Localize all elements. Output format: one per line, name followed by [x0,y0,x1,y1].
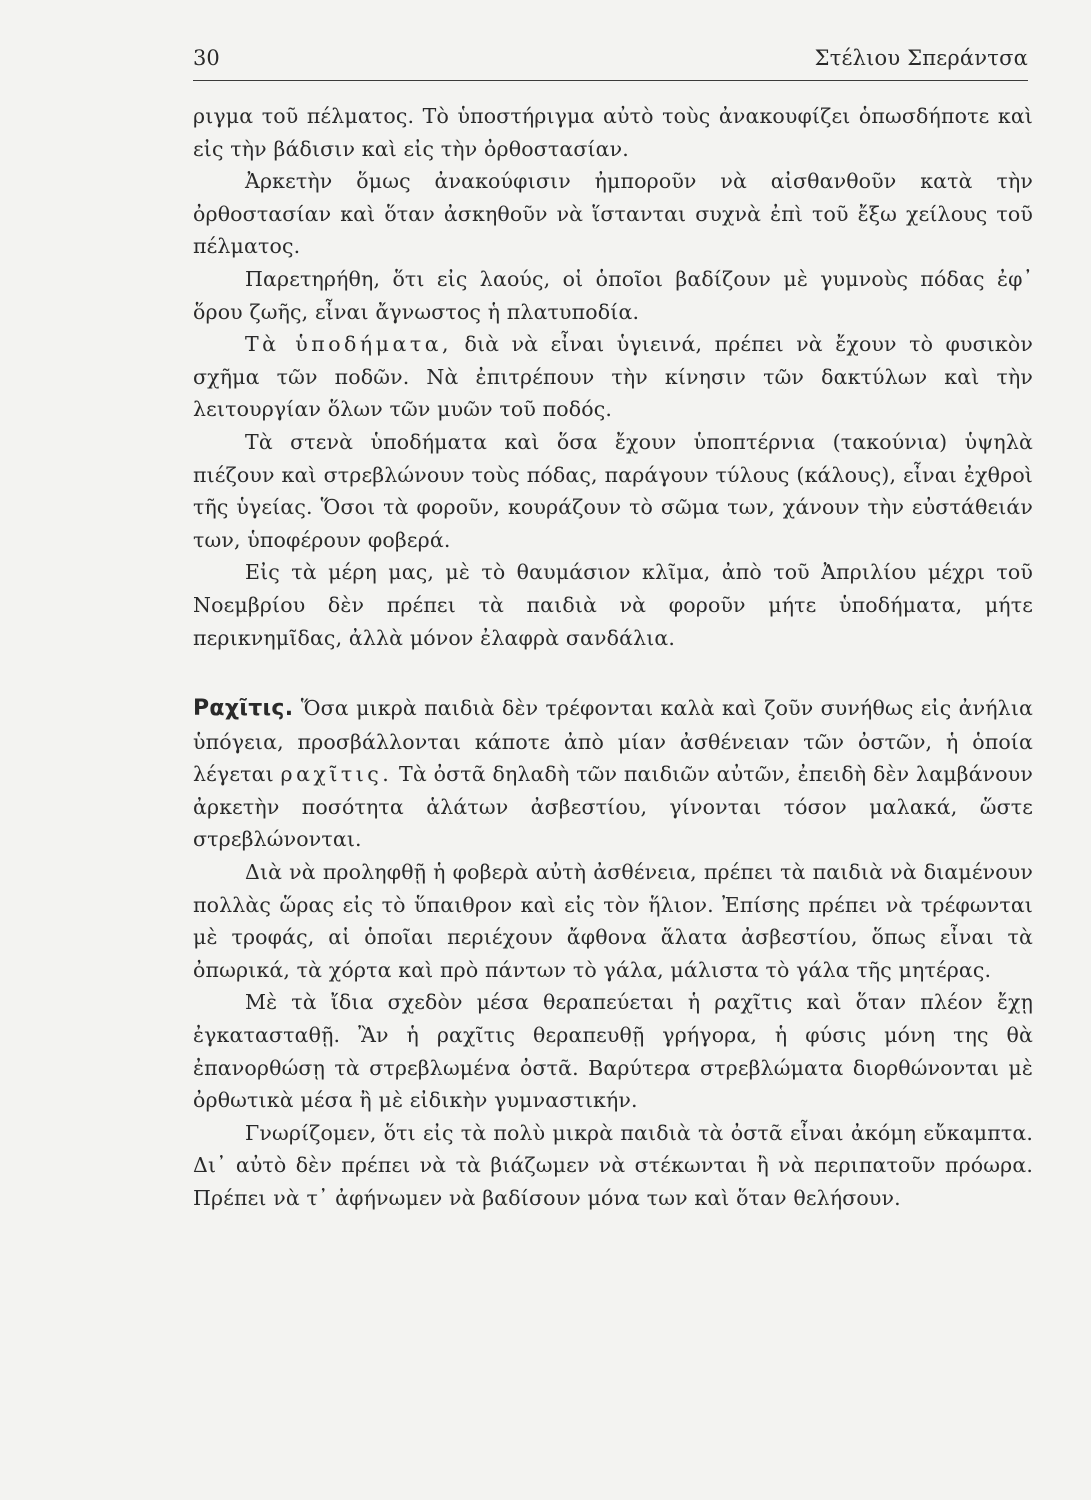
paragraph-shoes [193,328,1033,426]
section-gap [193,654,1033,692]
paragraph-sandals: Εἰς τὰ μέρη μας, μὲ τὸ θαυμάσιον κλῖμα, ἀπὸ τοῦ Ἀπριλίου μέχρι τοῦ Νοεμβρίου δὲν πρέπει τὰ παιδιὰ νὰ φοροῦν μήτε ὑποδήματα, μήτε περικνημῖδας, ἀλλὰ μόνον ἐλαφρὰ σανδάλια. [193,560,1033,650]
paragraph-rickets-treatment: Μὲ τὰ ἴδια σχεδὸν μέσα θεραπεύεται ἡ ραχῖτις καὶ ὅταν πλέον ἔχῃ ἐγκατασταθῇ. Ἂν ἡ ραχῖτις θεραπευθῇ γρήγορα, ἡ φύσις μόνη της θὰ ἐπανορθώσῃ τὰ στρεβλωμένα ὀστᾶ. Βαρύτερα στρεβλώματα διορθώνονται μὲ ὀρθωτικὰ μέσα ἢ μὲ εἰδικὴν γυμναστικήν. [193,990,1033,1113]
rickets-term: ραχῖτις. [280,762,393,787]
paragraph-continuation: ριγμα τοῦ πέλματος. Τὸ ὑποστήριγμα αὐτὸ τοὺς ἀνακουφίζει ὁπωσδήποτε καὶ εἰς τὴν βάδισιν καὶ εἰς τὴν ὀρθοστασίαν. [193,104,1033,161]
shoes-rest: διὰ νὰ εἶναι ὑγιεινά, πρέπει νὰ ἔχουν τὸ φυσικὸν σχῆμα τῶν ποδῶν. Νὰ ἐπιτρέπουν τὴν κίνησιν τῶν δακτύλων καὶ τὴν λειτουργίαν ὅλων τῶν μυῶν τοῦ ποδός. [193,332,1033,422]
section-title-rickets: Ραχῖτις. [193,696,294,722]
paragraph-narrow-shoes: Τὰ στενὰ ὑποδήματα καὶ ὅσα ἔχουν ὑποπτέρνια (τακούνια) ὑψηλὰ πιέζουν καὶ στρεβλώνουν τοὺς πόδας, παράγουν τύλους (κάλους), εἶναι ἐχθροὶ τῆς ὑγείας. Ὅσοι τὰ φοροῦν, κουράζουν τὸ σῶμα των, χάνουν τὴν εὐστάθειάν των, ὑποφέρουν φοβερά. [193,429,1033,552]
running-head [193,44,1028,81]
rickets-lead-before: Ὅσα μικρὰ παιδιὰ δὲν τρέφονται καλὰ καὶ ζοῦν συνήθως εἰς ἀνήλια ὑπόγεια, προσβάλλονται κάποτε ἀπὸ μίαν ἀσθένειαν τῶν ὀστῶν, ἡ ὁποία λέγεται [193,696,1033,787]
body-text [193,100,1033,1215]
rickets-lead-after: Τὰ ὀστᾶ δηλαδὴ τῶν παιδιῶν αὐτῶν, ἐπειδὴ δὲν λαμβάνουν ἀρκετὴν ποσότητα ἁλάτων ἀσβεστίου, γίνονται τόσον μαλακά, ὥστε στρεβλώνονται. [193,762,1033,852]
paragraph-standing-relief: Ἀρκετὴν ὅμως ἀνακούφισιν ἠμποροῦν νὰ αἰσθανθοῦν κατὰ τὴν ὀρθοστασίαν καὶ ὅταν ἀσκηθοῦν νὰ ἵστανται συχνὰ ἐπὶ τοῦ ἔξω χείλους τοῦ πέλματος. [193,169,1033,259]
shoes-emphasis: Τὰ ὑποδήματα, [245,332,453,357]
paragraph-rickets-prevention: Διὰ νὰ προληφθῇ ἡ φοβερὰ αὐτὴ ἀσθένεια, πρέπει τὰ παιδιὰ νὰ διαμένουν πολλὰς ὥρας εἰς τὸ ὕπαιθρον καὶ εἰς τὸν ἥλιον. Ἐπίσης πρέπει νὰ τρέφωνται μὲ τροφάς, αἱ ὁποῖαι περιέχουν ἄφθονα ἅλατα ἀσβεστίου, ὅπως εἶναι τὰ ὀπωρικά, τὰ χόρτα καὶ πρὸ πάντων τὸ γάλα, μάλιστα τὸ γάλα τῆς μητέρας. [193,860,1033,982]
page-number: 30 [193,46,220,70]
running-title: Στέλιου Σπεράντσα [814,46,1028,70]
paragraph-barefoot-peoples: Παρετηρήθη, ὅτι εἰς λαούς, οἱ ὁποῖοι βαδίζουν μὲ γυμνοὺς πόδας ἐφ᾽ ὅρου ζωῆς, εἶναι ἄγνωστος ἡ πλατυποδία. [193,266,1033,324]
paragraph-flexible-bones: Γνωρίζομεν, ὅτι εἰς τὰ πολὺ μικρὰ παιδιὰ τὰ ὀστᾶ εἶναι ἀκόμη εὔκαμπτα. Δι᾽ αὐτὸ δὲν πρέπει νὰ τὰ βιάζωμεν νὰ στέκωνται ἢ νὰ περιπατοῦν πρόωρα. Πρέπει νὰ τ᾽ ἀφήνωμεν νὰ βαδίσουν μόνα των καὶ ὅταν θελήσουν. [193,1120,1033,1210]
paragraph-rickets-lead [193,692,1033,856]
